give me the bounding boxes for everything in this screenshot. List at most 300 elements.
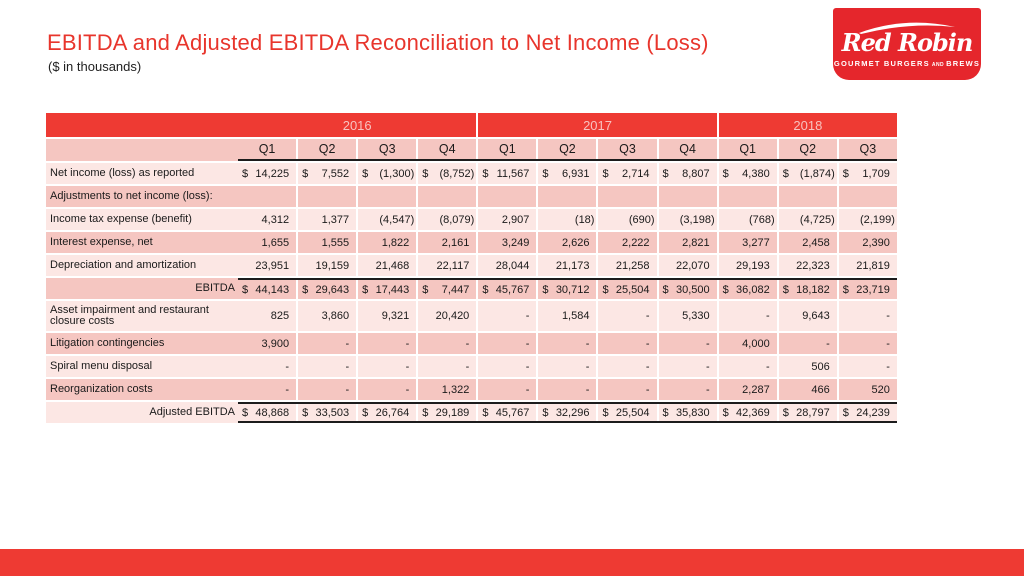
cell-value: 3,277 <box>742 236 770 249</box>
value-cell <box>418 333 476 354</box>
row-label-text: Depreciation and amortization <box>50 258 197 271</box>
value-cell <box>418 404 476 421</box>
value-cell <box>719 255 777 276</box>
value-cell <box>238 280 296 299</box>
table-row-income-tax-expense <box>46 209 897 230</box>
value-cell <box>779 301 837 331</box>
row-label-spiral-menu-disposal <box>46 356 238 377</box>
value-cell <box>779 280 837 299</box>
year-group-header-2018: 2018 <box>719 113 897 137</box>
quarter-header: Q2 <box>779 139 837 159</box>
value-cell <box>358 280 416 299</box>
logo-tagline <box>834 59 980 68</box>
row-label-adjusted-ebitda <box>46 402 238 423</box>
value-cell <box>538 356 596 377</box>
cell-value: 25,504 <box>615 406 650 419</box>
currency-symbol: $ <box>422 283 429 296</box>
value-cell <box>719 404 777 421</box>
cell-value: 1,655 <box>261 236 290 249</box>
row-label-text: Litigation contingencies <box>50 336 165 349</box>
quarter-row-cells <box>238 139 897 161</box>
value-cell <box>719 301 777 331</box>
value-cell <box>659 255 717 276</box>
value-cell <box>358 255 416 276</box>
cell-value: (2,199) <box>860 213 895 226</box>
value-cell <box>298 379 356 400</box>
value-cell <box>719 163 777 184</box>
cell-value: 8,807 <box>682 167 710 180</box>
value-cell <box>719 280 777 299</box>
table-row-asset-impairment <box>46 301 897 331</box>
row-label-asset-impairment <box>46 301 238 331</box>
value-cell <box>298 163 356 184</box>
value-cell <box>598 255 656 276</box>
value-cell <box>358 186 416 207</box>
value-cell <box>598 333 656 354</box>
cell-value: 22,117 <box>436 259 470 272</box>
currency-symbol: $ <box>842 283 849 296</box>
row-label-income-tax-expense <box>46 209 238 230</box>
value-cell <box>478 232 536 253</box>
cell-value: - <box>525 360 530 373</box>
value-cell <box>839 301 897 331</box>
logo-brand-text: Red Robin <box>841 28 973 57</box>
table-row-depreciation-amortization <box>46 255 897 276</box>
row-label-net-income-as-reported <box>46 163 238 184</box>
quarter-header: Q3 <box>358 139 416 159</box>
cell-value: - <box>405 383 410 396</box>
footer-band <box>0 549 1024 576</box>
value-cell <box>839 163 897 184</box>
row-label-text: Interest expense, net <box>50 235 153 248</box>
currency-symbol: $ <box>842 167 849 180</box>
value-cell <box>298 186 356 207</box>
cell-value: - <box>645 310 650 322</box>
row-values-depreciation-amortization <box>238 255 897 276</box>
quarter-header: Q1 <box>238 139 296 159</box>
currency-symbol: $ <box>782 167 789 180</box>
cell-value: (8,079) <box>439 213 475 226</box>
value-cell <box>538 163 596 184</box>
value-cell <box>538 186 596 207</box>
quarter-header: Q3 <box>839 139 897 159</box>
currency-symbol: $ <box>722 283 729 296</box>
cell-value: 3,860 <box>321 310 350 322</box>
cell-value: 2,626 <box>561 236 590 249</box>
value-cell <box>719 333 777 354</box>
cell-value: 3,900 <box>261 337 290 350</box>
currency-symbol: $ <box>542 167 549 180</box>
value-cell <box>659 333 717 354</box>
cell-value: 21,173 <box>555 259 590 272</box>
logo-tagline-and: AND <box>931 62 945 68</box>
logo-tagline-left: GOURMET BURGERS <box>833 59 930 68</box>
value-cell <box>779 404 837 421</box>
currency-symbol: $ <box>662 167 669 180</box>
value-cell <box>358 232 416 253</box>
cell-value: 29,643 <box>315 283 350 296</box>
value-cell <box>779 232 837 253</box>
row-values-reorganization-costs <box>238 379 897 400</box>
currency-symbol: $ <box>362 167 369 180</box>
currency-symbol: $ <box>602 283 609 296</box>
currency-symbol: $ <box>542 406 549 419</box>
table-row-ebitda <box>46 278 897 299</box>
value-cell <box>659 186 717 207</box>
quarter-row-label-spacer <box>46 139 238 161</box>
value-cell <box>598 232 656 253</box>
cell-value: - <box>285 383 290 396</box>
cell-value: 36,082 <box>736 283 770 296</box>
cell-value: (4,547) <box>379 213 415 226</box>
value-cell <box>478 255 536 276</box>
cell-value: - <box>585 383 590 396</box>
cell-value: 2,821 <box>682 236 710 249</box>
value-cell <box>839 379 897 400</box>
value-cell <box>358 163 416 184</box>
value-cell <box>779 356 837 377</box>
value-cell <box>238 163 296 184</box>
row-label-text: Adjustments to net income (loss): <box>50 189 213 202</box>
value-cell <box>238 379 296 400</box>
value-cell <box>659 232 717 253</box>
currency-symbol: $ <box>602 167 609 180</box>
cell-value: 7,552 <box>321 167 350 180</box>
cell-value: - <box>585 337 590 350</box>
value-cell <box>298 280 356 299</box>
value-cell <box>779 163 837 184</box>
cell-value: 4,312 <box>261 213 290 226</box>
row-label-adjustments-header <box>46 186 238 207</box>
value-cell <box>839 209 897 230</box>
value-cell <box>719 356 777 377</box>
value-cell <box>839 186 897 207</box>
cell-value: 26,764 <box>375 406 410 419</box>
table-row-adjustments-header <box>46 186 897 207</box>
value-cell <box>478 163 536 184</box>
currency-symbol: $ <box>422 167 429 180</box>
currency-symbol: $ <box>722 167 729 180</box>
cell-value: 11,567 <box>496 167 530 180</box>
value-cell <box>358 379 416 400</box>
currency-symbol: $ <box>302 167 309 180</box>
cell-value: - <box>645 360 650 373</box>
value-cell <box>478 301 536 331</box>
currency-symbol: $ <box>422 406 429 419</box>
page-title: EBITDA and Adjusted EBITDA Reconciliation to Net Income (Loss) <box>47 30 709 55</box>
cell-value: 45,767 <box>495 283 530 296</box>
cell-value: 1,709 <box>862 167 890 180</box>
cell-value: 1,377 <box>321 213 350 226</box>
cell-value: 2,390 <box>862 236 890 249</box>
cell-value: - <box>465 360 470 373</box>
currency-symbol: $ <box>242 283 249 296</box>
cell-value: 42,369 <box>736 406 770 419</box>
value-cell <box>358 333 416 354</box>
currency-symbol: $ <box>242 406 249 419</box>
cell-value: 520 <box>871 383 890 396</box>
row-values-adjusted-ebitda <box>238 402 897 423</box>
cell-value: 9,321 <box>381 310 410 322</box>
cell-value: 28,044 <box>495 259 530 272</box>
year-row-label-spacer <box>46 113 238 137</box>
cell-value: (1,300) <box>379 167 415 180</box>
logo-tagline-right: BREWS <box>946 59 981 68</box>
value-cell <box>298 356 356 377</box>
cell-value: 28,797 <box>796 406 830 419</box>
value-cell <box>659 163 717 184</box>
table-row-litigation-contingencies <box>46 333 897 354</box>
cell-value: - <box>525 337 530 350</box>
cell-value: 21,258 <box>615 259 650 272</box>
row-label-text: Reorganization costs <box>50 382 153 395</box>
cell-value: (768) <box>749 213 775 226</box>
value-cell <box>238 209 296 230</box>
cell-value: 29,189 <box>435 406 470 419</box>
cell-value: (3,198) <box>679 213 715 226</box>
cell-value: 33,503 <box>315 406 350 419</box>
cell-value: 506 <box>811 360 830 373</box>
cell-value: 9,643 <box>802 310 830 322</box>
cell-value: (1,874) <box>799 167 835 180</box>
cell-value: 2,222 <box>622 236 650 249</box>
cell-value: 5,330 <box>682 310 710 322</box>
value-cell <box>538 333 596 354</box>
value-cell <box>298 232 356 253</box>
value-cell <box>779 255 837 276</box>
currency-symbol: $ <box>722 406 729 419</box>
value-cell <box>238 232 296 253</box>
value-cell <box>659 301 717 331</box>
currency-symbol: $ <box>602 406 609 419</box>
cell-value: 22,323 <box>796 259 830 272</box>
value-cell <box>839 280 897 299</box>
cell-value: 2,714 <box>622 167 650 180</box>
row-label-text: Spiral menu disposal <box>50 359 153 372</box>
cell-value: 14,225 <box>255 167 290 180</box>
value-cell <box>418 356 476 377</box>
value-cell <box>598 379 656 400</box>
cell-value: 1,822 <box>381 236 410 249</box>
value-cell <box>238 333 296 354</box>
cell-value: - <box>345 383 350 396</box>
value-cell <box>719 209 777 230</box>
cell-value: 17,443 <box>375 283 410 296</box>
value-cell <box>839 232 897 253</box>
value-cell <box>238 255 296 276</box>
row-label-ebitda <box>46 278 238 299</box>
cell-value: 2,161 <box>441 236 470 249</box>
value-cell <box>418 209 476 230</box>
value-cell <box>779 186 837 207</box>
cell-value: (18) <box>574 213 595 226</box>
value-cell <box>839 255 897 276</box>
value-cell <box>538 255 596 276</box>
row-label-text: EBITDA <box>195 281 235 294</box>
cell-value: (8,752) <box>439 167 475 180</box>
value-cell <box>538 232 596 253</box>
cell-value: - <box>465 337 470 350</box>
value-cell <box>839 333 897 354</box>
row-values-spiral-menu-disposal <box>238 356 897 377</box>
value-cell <box>538 301 596 331</box>
value-cell <box>418 280 476 299</box>
cell-value: 4,000 <box>742 337 770 350</box>
cell-value: 1,584 <box>561 310 590 322</box>
cell-value: - <box>645 337 650 350</box>
value-cell <box>659 356 717 377</box>
value-cell <box>659 379 717 400</box>
value-cell <box>418 186 476 207</box>
value-cell <box>358 404 416 421</box>
value-cell <box>298 255 356 276</box>
cell-value: - <box>766 310 770 322</box>
quarter-header: Q4 <box>418 139 476 159</box>
quarter-header: Q1 <box>719 139 777 159</box>
row-values-net-income-as-reported <box>238 163 897 184</box>
table-header-quarter-row <box>46 139 897 161</box>
value-cell <box>839 404 897 421</box>
value-cell <box>238 301 296 331</box>
quarter-header: Q2 <box>538 139 596 159</box>
cell-value: - <box>645 383 650 396</box>
row-label-interest-expense-net <box>46 232 238 253</box>
row-label-reorganization-costs <box>46 379 238 400</box>
cell-value: 20,420 <box>435 310 470 322</box>
cell-value: - <box>405 360 410 373</box>
value-cell <box>358 209 416 230</box>
value-cell <box>598 209 656 230</box>
cell-value: 2,907 <box>501 213 530 226</box>
value-cell <box>538 280 596 299</box>
value-cell <box>598 186 656 207</box>
value-cell <box>298 404 356 421</box>
currency-symbol: $ <box>302 283 309 296</box>
cell-value: 48,868 <box>255 406 290 419</box>
cell-value: 35,830 <box>675 406 710 419</box>
value-cell <box>538 379 596 400</box>
currency-symbol: $ <box>482 283 489 296</box>
currency-symbol: $ <box>242 167 249 180</box>
quarter-header: Q2 <box>298 139 356 159</box>
value-cell <box>478 280 536 299</box>
reconciliation-table <box>46 113 897 425</box>
row-label-depreciation-amortization <box>46 255 238 276</box>
currency-symbol: $ <box>662 283 669 296</box>
cell-value: 23,719 <box>856 283 890 296</box>
red-robin-logo <box>833 8 981 80</box>
cell-value: 45,767 <box>495 406 530 419</box>
currency-symbol: $ <box>782 406 789 419</box>
value-cell <box>478 404 536 421</box>
cell-value: - <box>766 360 770 373</box>
row-values-asset-impairment <box>238 301 897 331</box>
value-cell <box>418 301 476 331</box>
cell-value: 30,500 <box>675 283 710 296</box>
value-cell <box>598 356 656 377</box>
value-cell <box>779 209 837 230</box>
cell-value: 1,555 <box>321 236 350 249</box>
cell-value: - <box>345 360 350 373</box>
value-cell <box>418 232 476 253</box>
cell-value: 2,458 <box>802 236 830 249</box>
value-cell <box>478 379 536 400</box>
table-row-adjusted-ebitda <box>46 402 897 423</box>
value-cell <box>719 379 777 400</box>
cell-value: (690) <box>628 213 655 226</box>
row-values-interest-expense-net <box>238 232 897 253</box>
value-cell <box>478 333 536 354</box>
value-cell <box>538 404 596 421</box>
cell-value: 25,504 <box>615 283 650 296</box>
value-cell <box>598 301 656 331</box>
cell-value: 466 <box>811 383 830 396</box>
table-row-reorganization-costs <box>46 379 897 400</box>
table-header-year-row <box>46 113 897 137</box>
row-label-text: Adjusted EBITDA <box>149 405 235 418</box>
year-group-header-2017: 2017 <box>478 113 716 137</box>
cell-value: - <box>705 383 710 396</box>
row-label-litigation-contingencies <box>46 333 238 354</box>
value-cell <box>478 186 536 207</box>
value-cell <box>298 209 356 230</box>
table-row-interest-expense-net <box>46 232 897 253</box>
cell-value: 30,712 <box>555 283 590 296</box>
cell-value: (4,725) <box>799 213 835 226</box>
cell-value: 29,193 <box>736 259 770 272</box>
currency-symbol: $ <box>842 406 849 419</box>
value-cell <box>238 404 296 421</box>
cell-value: - <box>525 383 530 396</box>
value-cell <box>418 379 476 400</box>
value-cell <box>238 356 296 377</box>
cell-value: 23,951 <box>255 259 290 272</box>
value-cell <box>719 186 777 207</box>
cell-value: 19,159 <box>315 259 350 272</box>
cell-value: - <box>886 310 890 322</box>
value-cell <box>358 356 416 377</box>
quarter-header: Q1 <box>478 139 536 159</box>
cell-value: - <box>585 360 590 373</box>
cell-value: 44,143 <box>255 283 290 296</box>
value-cell <box>659 209 717 230</box>
cell-value: 4,380 <box>742 167 770 180</box>
quarter-header: Q4 <box>659 139 717 159</box>
value-cell <box>598 404 656 421</box>
currency-symbol: $ <box>302 406 309 419</box>
cell-value: 2,287 <box>742 383 770 396</box>
cell-value: 6,931 <box>561 167 590 180</box>
cell-value: 825 <box>270 310 290 322</box>
cell-value: 3,249 <box>501 236 530 249</box>
row-label-text: Net income (loss) as reported <box>50 166 195 179</box>
row-values-adjustments-header <box>238 186 897 207</box>
currency-symbol: $ <box>542 283 549 296</box>
year-group-header-2016: 2016 <box>238 113 476 137</box>
cell-value: - <box>705 337 710 350</box>
row-label-text: Income tax expense (benefit) <box>50 212 192 225</box>
cell-value: 1,322 <box>441 383 470 396</box>
row-values-income-tax-expense <box>238 209 897 230</box>
value-cell <box>538 209 596 230</box>
cell-value: - <box>826 337 830 350</box>
cell-value: - <box>285 360 290 373</box>
value-cell <box>418 255 476 276</box>
value-cell <box>779 379 837 400</box>
value-cell <box>719 232 777 253</box>
quarter-header: Q3 <box>598 139 656 159</box>
cell-value: - <box>886 360 890 373</box>
